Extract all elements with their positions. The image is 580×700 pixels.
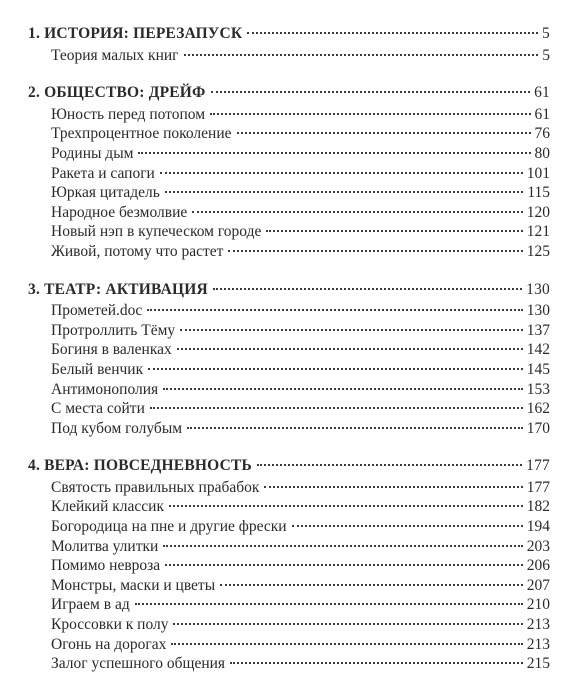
- toc-entry-title: Протроллить Тёму: [51, 321, 176, 339]
- toc-entry-title: Юркая цитадель: [51, 184, 160, 202]
- toc-entry-title: Белый венчик: [51, 360, 144, 378]
- section-heading-page-number: 130: [526, 280, 550, 298]
- dot-leader: [165, 564, 523, 566]
- toc-entry-title: С места сойти: [51, 400, 145, 418]
- toc-entry-page-number: 207: [526, 576, 550, 594]
- toc-entry-title: Помимо невроза: [51, 557, 161, 575]
- toc-entry: [28, 144, 550, 164]
- section-heading: [28, 456, 550, 476]
- dot-leader: [184, 54, 539, 56]
- toc-entry-page-number: 115: [527, 184, 550, 202]
- toc-entry-page-number: 125: [526, 242, 550, 260]
- section-heading-page-number: 61: [534, 84, 550, 102]
- dot-leader: [150, 407, 523, 409]
- toc-entry-page-number: 162: [526, 400, 550, 418]
- toc-entry: [28, 164, 550, 184]
- toc-entry-page-number: 203: [526, 537, 550, 555]
- dot-leader: [135, 603, 523, 605]
- dot-leader: [169, 505, 523, 507]
- toc-entry: [28, 105, 550, 125]
- dot-leader: [171, 643, 522, 645]
- toc-entry-page-number: 177: [526, 478, 550, 496]
- toc-entry-page-number: 61: [534, 105, 550, 123]
- toc-entry-title: Народное безмолвие: [51, 203, 188, 221]
- toc-entry: [28, 419, 550, 439]
- toc-entry: [28, 478, 550, 498]
- toc-entry: [28, 203, 550, 223]
- toc-entry: [28, 242, 550, 262]
- toc-entry: [28, 537, 550, 557]
- toc-entry-title: Антимонополия: [51, 380, 159, 398]
- section-heading-page-number: 5: [542, 25, 550, 42]
- toc-entry-page-number: 120: [526, 203, 550, 221]
- dot-leader: [228, 250, 522, 252]
- toc-entry-title: Юность перед потопом: [51, 105, 206, 123]
- toc-entry-page-number: 213: [526, 635, 550, 653]
- toc-entry-page-number: 137: [526, 321, 550, 339]
- dot-leader: [160, 172, 523, 174]
- toc-entry-title: Молитва улитки: [51, 537, 159, 555]
- toc-entry: [28, 556, 550, 576]
- section-heading: [28, 280, 550, 300]
- toc-entry: [28, 635, 550, 655]
- section-heading-title: 3. ТЕАТР: АКТИВАЦИЯ: [28, 280, 208, 298]
- dot-leader: [257, 464, 522, 466]
- dot-leader: [220, 584, 523, 586]
- toc-entry: [28, 301, 550, 321]
- toc-entry-title: Богородица на пне и другие фрески: [51, 518, 287, 536]
- dot-leader: [237, 132, 531, 134]
- toc-entry-title: Трехпроцентное поколение: [51, 125, 232, 143]
- toc-entry-title: Родины дым: [51, 144, 134, 162]
- toc-entry: [28, 654, 550, 674]
- dot-leader: [266, 230, 522, 232]
- section-heading: [28, 24, 550, 44]
- toc-section: [28, 456, 550, 674]
- dot-leader: [148, 368, 523, 370]
- dot-leader: [264, 486, 522, 488]
- toc-entry-title: Ракета и сапоги: [51, 164, 155, 182]
- toc-entry-title: Новый нэп в купеческом городе: [51, 223, 262, 241]
- toc-entry-title: Кроссовки к полу: [51, 616, 169, 634]
- toc-entry-page-number: 145: [526, 360, 550, 378]
- dot-leader: [213, 288, 522, 290]
- toc-entry-page-number: 182: [526, 498, 550, 516]
- dot-leader: [163, 388, 523, 390]
- toc-entry: [28, 615, 550, 635]
- toc-entry-page-number: 213: [526, 616, 550, 634]
- toc-entry: [28, 497, 550, 517]
- toc-entry-page-number: 5: [542, 46, 550, 64]
- toc-entry-page-number: 170: [526, 419, 550, 437]
- section-heading-title: 1. ИСТОРИЯ: ПЕРЕЗАПУСК: [28, 25, 243, 42]
- toc-entry-page-number: 206: [526, 557, 550, 575]
- toc-entry-page-number: 153: [526, 380, 550, 398]
- toc-entry-title: Прометей.doc: [51, 302, 143, 320]
- toc-entry: [28, 222, 550, 242]
- toc-entry: [28, 340, 550, 360]
- toc-entry: [28, 595, 550, 615]
- toc-entry-page-number: 194: [526, 518, 550, 536]
- toc-entry-page-number: 121: [526, 223, 550, 241]
- dot-leader: [180, 329, 523, 331]
- dot-leader: [292, 525, 523, 527]
- toc-entry-page-number: 76: [534, 125, 550, 143]
- dot-leader: [187, 427, 523, 429]
- toc-entry-title: Под кубом голубым: [51, 419, 183, 437]
- toc-entry-title: Клейкий классик: [51, 498, 164, 516]
- toc-entry-page-number: 215: [526, 655, 550, 673]
- toc-entry: [28, 360, 550, 380]
- toc-entry: [28, 46, 550, 66]
- toc-entry-title: Огонь на дорогах: [51, 635, 167, 653]
- toc-entry: [28, 321, 550, 341]
- toc-entry-page-number: 130: [526, 302, 550, 320]
- section-heading-title: 4. ВЕРА: ПОВСЕДНЕВНОСТЬ: [28, 457, 252, 475]
- toc-entry: [28, 399, 550, 419]
- toc-entry-title: Теория малых книг: [51, 46, 179, 64]
- table-of-contents: [28, 24, 550, 692]
- toc-entry-title: Живой, потому что растет: [51, 242, 224, 260]
- section-heading-page-number: 177: [526, 457, 550, 475]
- toc-entry-title: Святость правильных прабабок: [51, 478, 260, 496]
- toc-entry: [28, 576, 550, 596]
- section-heading: [28, 83, 550, 103]
- section-heading-title: 2. ОБЩЕСТВО: ДРЕЙФ: [28, 84, 206, 102]
- dot-leader: [230, 662, 523, 664]
- toc-entry-title: Богиня в валенках: [51, 341, 172, 359]
- dot-leader: [247, 32, 538, 34]
- toc-entry: [28, 124, 550, 144]
- toc-section: [28, 280, 550, 439]
- dot-leader: [165, 191, 523, 193]
- dot-leader: [211, 91, 531, 93]
- toc-entry-page-number: 142: [526, 341, 550, 359]
- dot-leader: [210, 113, 530, 115]
- dot-leader: [173, 623, 522, 625]
- toc-entry: [28, 380, 550, 400]
- toc-entry-title: Играем в ад: [51, 596, 130, 614]
- toc-entry-page-number: 80: [534, 144, 550, 162]
- dot-leader: [163, 545, 522, 547]
- toc-entry-page-number: 101: [526, 164, 550, 182]
- toc-entry-title: Залог успешного общения: [51, 655, 226, 673]
- dot-leader: [192, 211, 523, 213]
- toc-section: [28, 83, 550, 261]
- dot-leader: [147, 309, 522, 311]
- toc-entry-page-number: 210: [526, 596, 550, 614]
- toc-section: [28, 24, 550, 65]
- dot-leader: [138, 152, 530, 154]
- toc-entry-title: Монстры, маски и цветы: [51, 576, 216, 594]
- toc-entry: [28, 183, 550, 203]
- dot-leader: [177, 348, 523, 350]
- toc-entry: [28, 517, 550, 537]
